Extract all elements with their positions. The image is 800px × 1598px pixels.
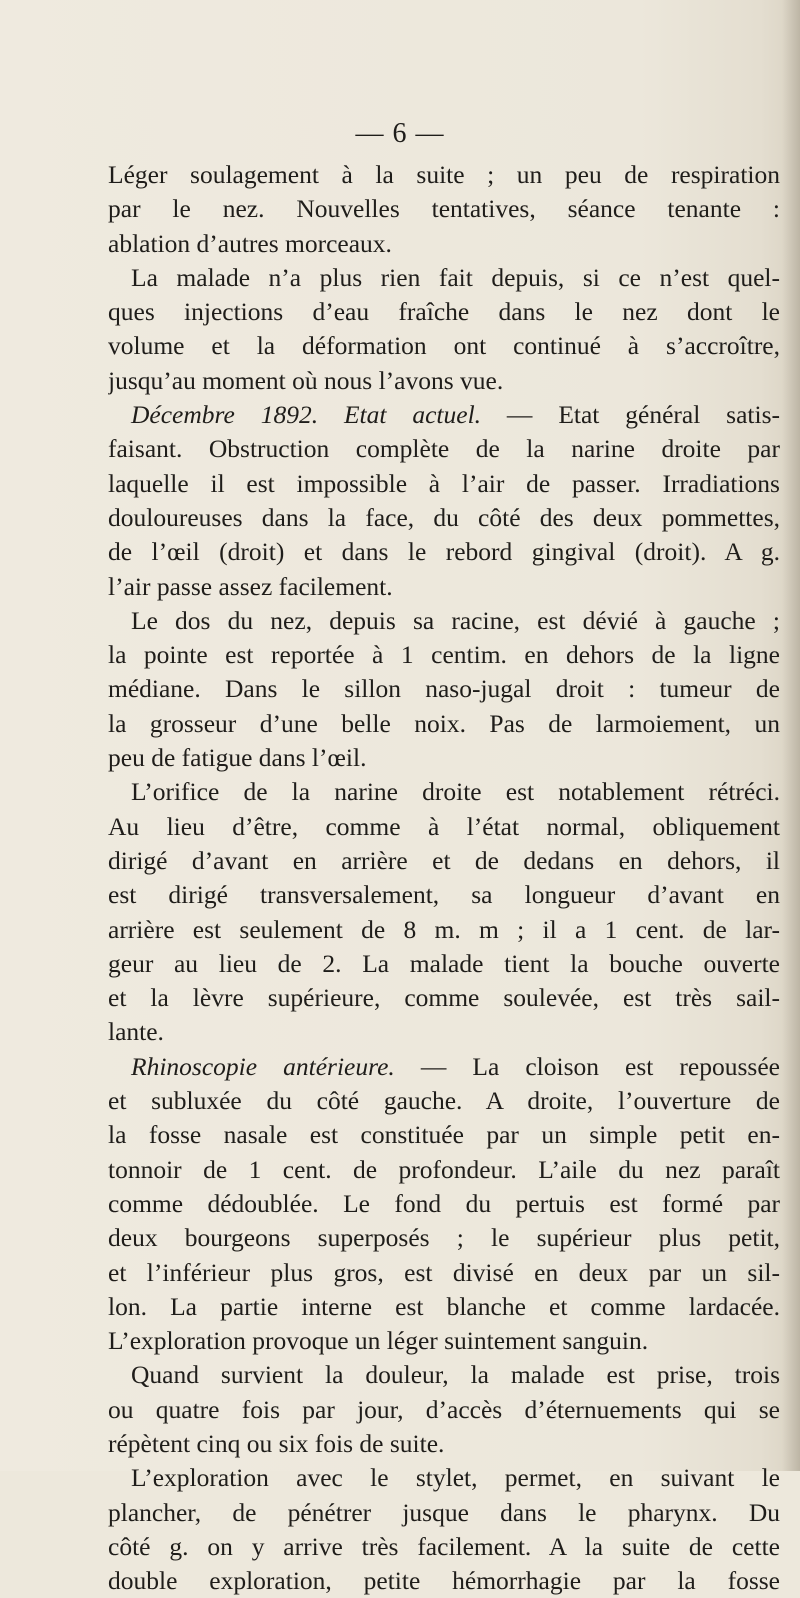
text-line: L’exploration avec le stylet, permet, en suivant le — [131, 1463, 780, 1493]
text-line: de l’œil (droit) et dans le rebord gingival (droit). A g. — [108, 537, 780, 567]
page-edge-shadow — [782, 0, 800, 1471]
text-line: Au lieu d’être, comme à l’état normal, obliquement — [108, 811, 780, 841]
text-line: la grosseur d’une belle noix. Pas de larmoiement, un — [108, 708, 780, 738]
text-line: tonnoir de 1 cent. de profondeur. L’aile du nez paraît — [108, 1154, 780, 1184]
text-line: dirigé d’avant en arrière et de dedans en dehors, il — [108, 845, 780, 875]
text-line: l’air passe assez facilement. — [108, 571, 393, 601]
text-line: répètent cinq ou six fois de suite. — [108, 1428, 445, 1458]
text-line: Rhinoscopie antérieure. — La cloison est repoussée — [131, 1051, 780, 1081]
text-line: Décembre 1892. Etat actuel. — Etat général satis- — [131, 400, 780, 430]
text-line: et subluxée du côté gauche. A droite, l’ouverture de — [108, 1086, 780, 1116]
text-line: Quand survient la douleur, la malade est prise, trois — [131, 1360, 780, 1390]
text-line: volume et la déformation ont continué à s’accroître, — [108, 331, 780, 361]
text-line: lon. La partie interne est blanche et comme lardacée. — [108, 1291, 780, 1321]
text-line: laquelle il est impossible à l’air de passer. Irradiations — [108, 468, 780, 498]
text-line: arrière est seulement de 8 m. m ; il a 1 cent. de lar- — [108, 914, 780, 944]
section-heading: Rhinoscopie antérieure. — [131, 1051, 395, 1081]
text-line: ou quatre fois par jour, d’accès d’éternuements qui se — [108, 1394, 780, 1424]
text-line: est dirigé transversalement, sa longueur d’avant en — [108, 880, 780, 910]
text-line: comme dédoublée. Le fond du pertuis est formé par — [108, 1188, 780, 1218]
text-line: lante. — [108, 1017, 164, 1047]
text-line: plancher, de pénétrer jusque dans le pharynx. Du — [108, 1497, 780, 1527]
text-line: ablation d’autres morceaux. — [108, 228, 392, 258]
text-line: et la lèvre supérieure, comme soulevée, est très sail- — [108, 983, 780, 1013]
section-heading: Décembre 1892. Etat actuel. — [131, 400, 482, 430]
text-line: deux bourgeons superposés ; le supérieur plus petit, — [108, 1223, 780, 1253]
text-line: la pointe est reportée à 1 centim. en dehors de la ligne — [108, 640, 780, 670]
text-line: L’orifice de la narine droite est notablement rétréci. — [131, 777, 780, 807]
text-line: faisant. Obstruction complète de la narine droite par — [108, 434, 780, 464]
text-line: ques injections d’eau fraîche dans le nez dont le — [108, 297, 780, 327]
text-line: douloureuses dans la face, du côté des deux pommettes, — [108, 502, 780, 532]
text-line: et l’inférieur plus gros, est divisé en deux par un sil- — [108, 1257, 780, 1287]
page-number: — 6 — — [355, 118, 445, 149]
text-line: jusqu’au moment où nous l’avons vue. — [108, 365, 504, 395]
text-line: La malade n’a plus rien fait depuis, si ce n’est quel- — [131, 262, 780, 292]
text-line: médiane. Dans le sillon naso-jugal droit : tumeur de — [108, 674, 780, 704]
body-text — [108, 158, 780, 1598]
text-line: par le nez. Nouvelles tentatives, séance tenante : — [108, 194, 780, 224]
text-line: L’exploration provoque un léger suintement sanguin. — [108, 1326, 649, 1356]
text-line: côté g. on y arrive très facilement. A la suite de cette — [108, 1531, 780, 1561]
text-line: Léger soulagement à la suite ; un peu de respiration — [108, 160, 780, 189]
text-line: la fosse nasale est constituée par un simple petit en- — [108, 1120, 780, 1150]
text-line: geur au lieu de 2. La malade tient la bouche ouverte — [108, 948, 780, 978]
text-line: Le dos du nez, depuis sa racine, est dévié à gauche ; — [131, 605, 780, 635]
text-line: double exploration, petite hémorrhagie par la fosse — [108, 1566, 780, 1596]
text-line: peu de fatigue dans l’œil. — [108, 743, 367, 773]
